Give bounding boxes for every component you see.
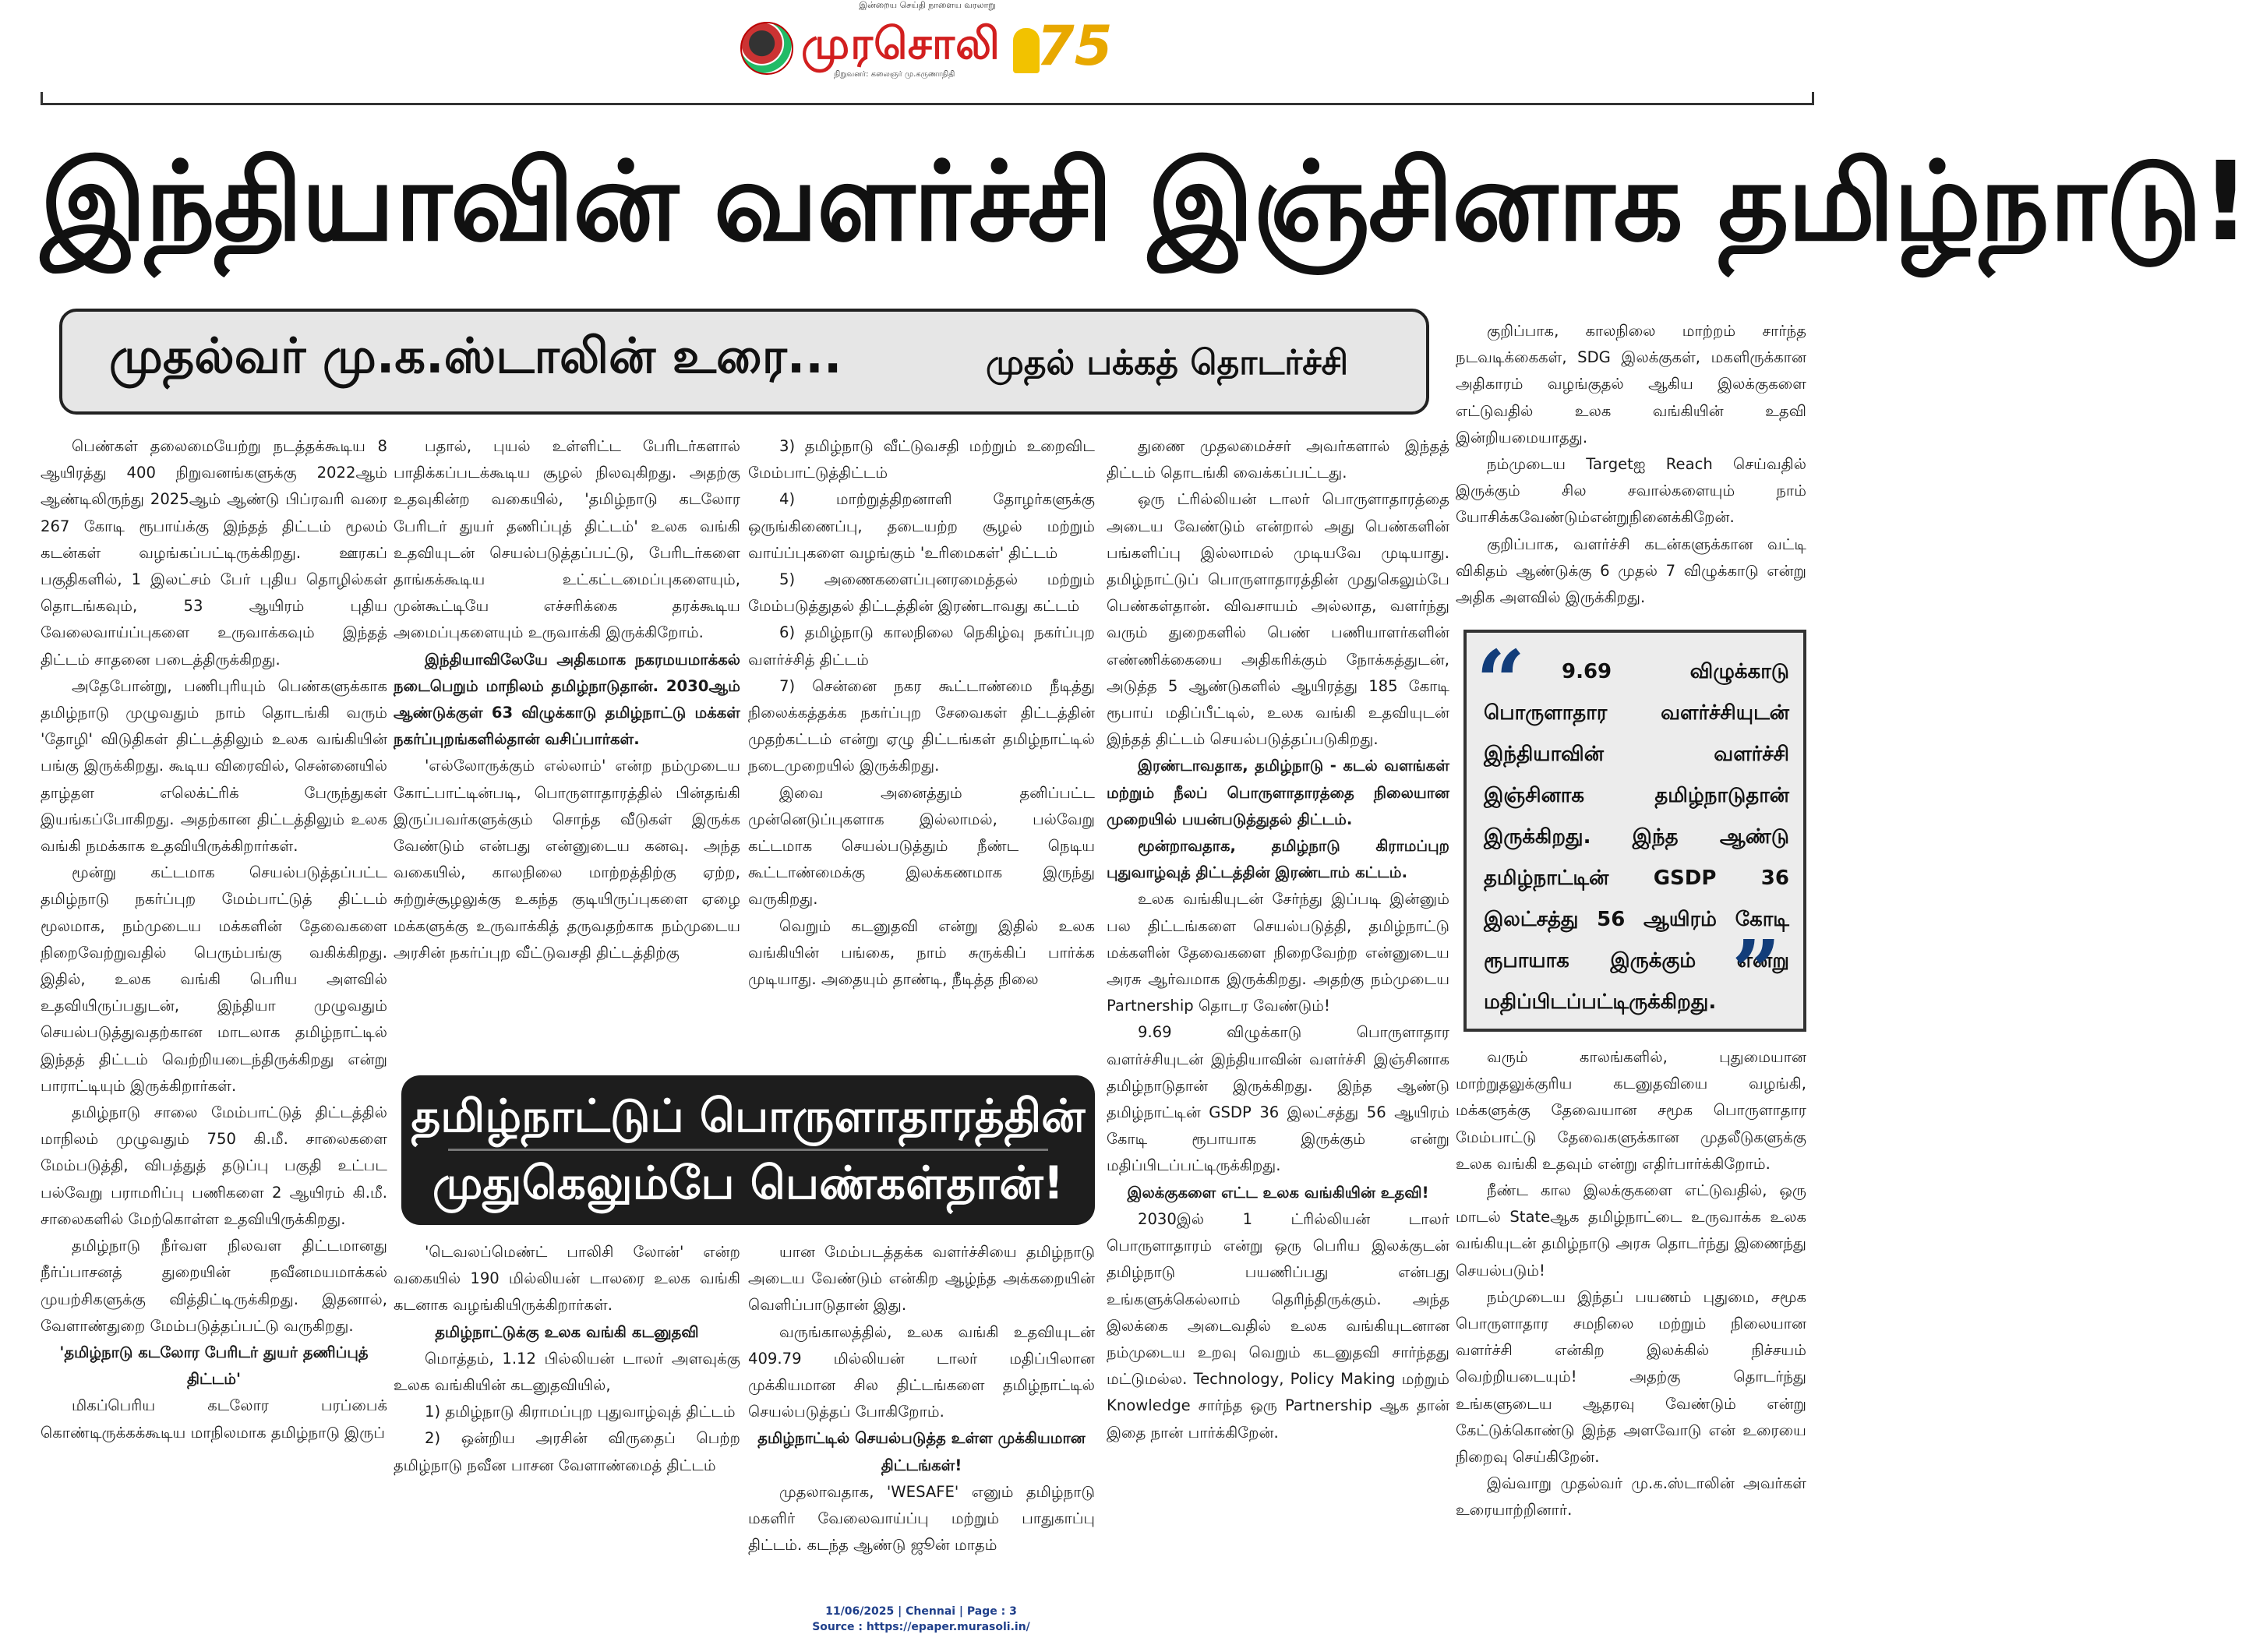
article-column-3-top	[748, 433, 1095, 1049]
pull-quote-text: 9.69 விழுக்காடு பொருளாதார வளர்ச்சியுடன் இந்தியாவின் வளர்ச்சி இஞ்சினாக தமிழ்நாடுதான் இருக்கிறது. இந்த ஆண்டு தமிழ்நாட்டின் GSDP 36 இலட்சத்து 56 ஆயிரம் கோடி ரூபாயாக இருக்கும் என்று மதிப்பிடப்பட்டிருக்கிறது.	[1484, 660, 1789, 1014]
paragraph: நம்முடைய Targetஐ Reach செய்வதில் இருக்கும் சில சவால்களையும் நாம் யோசிக்கவேண்டும்என்றுநினைக்கிறேன்.	[1456, 455, 1806, 527]
subheading-title: முதல்வர் மு.க.ஸ்டாலின் உரை...	[109, 327, 842, 384]
newspaper-subtitle: நிறுவனர்: கலைஞர் மு.கருணாநிதி	[834, 70, 955, 79]
paragraph: 'டெவலப்மெண்ட் பாலிசி லோன்' என்ற வகையில் 190 மில்லியன் டாலரை உலக வங்கி கடனாக வழங்கியிருக்கிறார்கள்.	[394, 1243, 740, 1315]
banner-line-2: முதுகெலும்பே பெண்கள்தான்!	[432, 1156, 1064, 1209]
paragraph: நீண்ட கால இலக்குகளை எட்டுவதில், ஒரு மாடல் Stateஆக தமிழ்நாட்டை உருவாக்க உலக வங்கியுடன் தமிழ்நாடு அரசு தொடர்ந்து இணைந்து செயல்படும்!	[1456, 1181, 1806, 1280]
banner-divider	[448, 1149, 1048, 1151]
continuation-label: முதல் பக்கத் தொடர்ச்சி	[986, 343, 1349, 383]
list-item: 2) ஒன்றிய அரசின் விருதைப் பெற்ற தமிழ்நாடு நவீன பாசன வேளாண்மைத் திட்டம்	[394, 1429, 740, 1474]
paragraph: பதால், புயல் உள்ளிட்ட பேரிடர்களால் பாதிக்கப்படக்கூடிய சூழல் நிலவுகிறது. அதற்கு உதவுகின்ற வகையில், 'தமிழ்நாடு கடலோர பேரிடர் துயர் தணிப்புத் திட்டம்' உலக வங்கி உதவியுடன் செயல்படுத்தப்பட்டு, பேரிடர்களை தாங்கக்கூடிய உட்கட்டமைப்புகளையும், முன்கூட்டியே எச்சரிக்கை தரக்கூடிய அமைப்புகளையும் உருவாக்கி இருக்கிறோம்.	[394, 437, 740, 642]
bold-paragraph: மூன்றாவதாக, தமிழ்நாடு கிராமப்புற புதுவாழ்வுத் திட்டத்தின் இரண்டாம் கட்டம்.	[1107, 837, 1449, 882]
emblem-logo	[740, 22, 793, 75]
subheading-box	[59, 309, 1429, 415]
article-column-2-top	[394, 433, 740, 1049]
paragraph: தமிழ்நாடு சாலை மேம்பாட்டுத் திட்டத்தில் மாநிலம் முழுவதும் 750 கி.மீ. சாலைகளை மேம்படுத்தி, விபத்துத் தடுப்பு பகுதி உட்பட பல்வேறு பராமரிப்பு பணிகளை 2 ஆயிரம் கி.மீ. சாலைகளில் மேற்கொள்ள உதவியிருக்கிறது.	[41, 1103, 387, 1228]
paragraph: அதேபோன்று, பணிபுரியும் பெண்களுக்காக தமிழ்நாடு முழுவதும் நாம் தொடங்கி வரும் 'தோழி' விடுதிகள் திட்டத்திலும் உலக வங்கியின் பங்கு இருக்கிறது. கூடிய விரைவில், சென்னையில் தாழ்தள எலெக்ட்ரிக் பேருந்துகள் இயங்கப்போகிறது. அதற்கான திட்டத்திலும் உலக வங்கி நமக்காக உதவியிருக்கிறார்கள்.	[41, 676, 387, 856]
anniversary-number: 75	[1036, 14, 1113, 78]
bold-paragraph: இந்தியாவிலேயே அதிகமாக நகரமயமாக்கல் நடைபெறும் மாநிலம் தமிழ்நாடுதான். 2030ஆம் ஆண்டுக்குள் 63 விழுக்காடு தமிழ்நாட்டு மக்கள் நகர்ப்புறங்களில்தான் வசிப்பார்கள்.	[394, 650, 740, 749]
bold-paragraph: இரண்டாவதாக, தமிழ்நாடு - கடல் வளங்கள் மற்றும் நீலப் பொருளாதாரத்தை நிலையான முறையில் பயன்படுத்துதல் திட்டம்.	[1107, 757, 1449, 828]
newspaper-name: முரசொலி	[801, 19, 1001, 69]
paragraph: வெறும் கடனுதவி என்று இதில் உலக வங்கியின் பங்கை, நாம் சுருக்கிப் பார்க்க முடியாது. அதையும் தாண்டி, நீடித்த நிலை	[748, 916, 1095, 989]
masthead	[740, 9, 1113, 79]
section-heading: இலக்குகளை எட்ட உலக வங்கியின் உதவி!	[1127, 1183, 1429, 1202]
masthead-tagline: இன்றைய செய்தி நாளைய வரலாறு	[859, 0, 996, 10]
footer-date-line: 11/06/2025 | Chennai | Page : 3	[825, 1605, 1017, 1618]
footer-source-link[interactable]: Source : https://epaper.murasoli.in/	[812, 1621, 1030, 1633]
highlight-banner	[401, 1075, 1095, 1225]
section-heading: தமிழ்நாட்டுக்கு உலக வங்கி கடனுதவி	[435, 1322, 699, 1341]
article-column-2-bottom	[394, 1239, 740, 1590]
paragraph: பெண்கள் தலைமையேற்று நடத்தக்கூடிய 8 ஆயிரத்து 400 நிறுவனங்களுக்கு 2022ஆம் ஆண்டிலிருந்து 2025ஆம் ஆண்டு பிப்ரவரி வரை 267 கோடி ரூபாய்க்கு இந்தத் திட்டம் மூலம் கடன்கள் வழங்கப்பட்டிருக்கிறது. ஊரகப் பகுதிகளில், 1 இலட்சம் பேர் புதிய தொழில்கள் தொடங்கவும், 53 ஆயிரம் புதிய வேலைவாய்ப்புகளை உருவாக்கவும் இந்தத் திட்டம் சாதனை படைத்திருக்கிறது.	[41, 437, 387, 669]
anniversary-logo	[1013, 14, 1113, 78]
list-item: 6) தமிழ்நாடு காலநிலை நெகிழ்வு நகர்ப்புற வளர்ச்சித் திட்டம்	[748, 623, 1095, 669]
pull-quote-box	[1463, 630, 1806, 1032]
paragraph: நம்முடைய இந்தப் பயணம் புதுமை, சமூக பொருளாதார சமநிலை மற்றும் நிலையான வளர்ச்சி என்கிற இலக்கில் நிச்சயம் வெற்றியடையும்! அதற்கு தொடர்ந்து உங்களுடைய ஆதரவு வேண்டும் என்று கேட்டுக்கொண்டு இந்த அளவோடு என் உரையை நிறைவு செய்கிறேன்.	[1456, 1287, 1806, 1467]
list-item: 4) மாற்றுத்திறனாளி தோழர்களுக்கு ஒருங்கிணைப்பு, தடையற்ற சூழல் மற்றும் வாய்ப்புகளை வழங்கும் 'உரிமைகள்' திட்டம்	[748, 490, 1095, 562]
list-item: 5) அணைகளைப்புனரமைத்தல் மற்றும் மேம்படுத்துதல் திட்டத்தின் இரண்டாவது கட்டம்	[748, 570, 1095, 616]
paragraph: முதலாவதாக, 'WESAFE' எனும் தமிழ்நாடு மகளிர் வேலைவாய்ப்பு மற்றும் பாதுகாப்பு திட்டம். கடந்த ஆண்டு ஜூன் மாதம்	[748, 1482, 1095, 1555]
article-column-1	[41, 433, 387, 1594]
paragraph: துணை முதலமைச்சர் அவர்களால் இந்தத் திட்டம் தொடங்கி வைக்கப்பட்டது.	[1107, 437, 1449, 482]
paragraph: 'எல்லோருக்கும் எல்லாம்' என்ற நம்முடைய கோட்பாட்டின்படி, பொருளாதாரத்தில் பின்தங்கி இருப்பவர்களுக்கும் சொந்த வீடுகள் இருக்க வேண்டும் என்பது என்னுடைய கனவு. அந்த வகையில், காலநிலை மாற்றத்திற்கு ஏற்ற, சுற்றுச்சூழலுக்கு உகந்த குடியிருப்புகளை ஏழை மக்களுக்கு உருவாக்கித் தருவதற்காக நம்முடைய அரசின் நகர்ப்புற வீட்டுவசதி திட்டத்திற்கு	[394, 757, 740, 962]
paragraph: மிகப்பெரிய கடலோர பரப்பைக் கொண்டிருக்கக்கூடிய மாநிலமாக தமிழ்நாடு இருப்	[41, 1396, 387, 1442]
paragraph: உலக வங்கியுடன் சேர்ந்து இப்படி இன்னும் பல திட்டங்களை செயல்படுத்தி, தமிழ்நாட்டு மக்களின் தேவைகளை நிறைவேற்ற என்னுடைய அரசு ஆர்வமாக இருக்கிறது. அதற்கு நம்முடைய Partnership தொடர வேண்டும்!	[1107, 890, 1449, 1015]
page-headline: இந்தியாவின் வளர்ச்சி இஞ்சினாக தமிழ்நாடு!	[41, 139, 2249, 266]
paragraph: வருங்காலத்தில், உலக வங்கி உதவியுடன் 409.79 மில்லியன் டாலர் மதிப்பிலான முக்கியமான சில திட்டங்களை தமிழ்நாட்டில் செயல்படுத்தப் போகிறோம்.	[748, 1322, 1095, 1421]
close-quote-icon: ”	[1732, 921, 1781, 1022]
banner-line-1: தமிழ்நாட்டுப் பொருளாதாரத்தின்	[411, 1089, 1086, 1142]
paragraph: குறிப்பாக, காலநிலை மாற்றம் சார்ந்த நடவடிக்கைகள், SDG இலக்குகள், மகளிருக்கான அதிகாரம் வழங்குதல் ஆகிய இலக்குகளை எட்டுவதில் உலக வங்கியின் உதவி இன்றியமையாதது.	[1456, 322, 1806, 447]
open-quote-icon: “	[1476, 631, 1526, 732]
leader-figure-icon	[1013, 28, 1040, 73]
section-heading: தமிழ்நாட்டில் செயல்படுத்த உள்ள முக்கியமான திட்டங்கள்!	[757, 1429, 1086, 1474]
paragraph: 9.69 விழுக்காடு பொருளாதார வளர்ச்சியுடன் இந்தியாவின் வளர்ச்சி இஞ்சினாக தமிழ்நாடுதான் இருக்கிறது. இந்த ஆண்டு தமிழ்நாட்டின் GSDP 36 இலட்சத்து 56 ஆயிரம் கோடி ரூபாயாக இருக்கும் என்று மதிப்பிடப்பட்டிருக்கிறது.	[1107, 1023, 1449, 1175]
paragraph: இவ்வாறு முதல்வர் மு.க.ஸ்டாலின் அவர்கள் உரையாற்றினார்.	[1456, 1474, 1806, 1520]
paragraph: மூன்று கட்டமாக செயல்படுத்தப்பட்ட தமிழ்நாடு நகர்ப்புற மேம்பாட்டுத் திட்டம் மூலமாக, நம்முடைய மக்களின் தேவைகளை நிறைவேற்றுவதில் பெரும்பங்கு வகிக்கிறது. இதில், உலக வங்கி பெரிய அளவில் உதவியிருப்பதுடன், இந்தியா முழுவதும் செயல்படுத்துவதற்கான மாடலாக தமிழ்நாட்டில் இந்தத் திட்டம் வெற்றியடைந்திருக்கிறது என்று பாராட்டியும் இருக்கிறார்கள்.	[41, 863, 387, 1095]
paragraph: யான மேம்படத்தக்க வளர்ச்சியை தமிழ்நாடு அடைய வேண்டும் என்கிற ஆழ்ந்த அக்கறையின் வெளிப்பாடுதான் இது.	[748, 1243, 1095, 1315]
top-rule	[41, 92, 1814, 105]
paragraph: இவை அனைத்தும் தனிப்பட்ட முன்னெடுப்புகளாக இல்லாமல், பல்வேறு கட்டமாக செயல்படுத்தும் நீண்ட நெடிய கூட்டாண்மைக்கு இலக்கணமாக இருந்து வருகிறது.	[748, 783, 1095, 909]
paragraph: குறிப்பாக, வளர்ச்சி கடன்களுக்கான வட்டி விகிதம் ஆண்டுக்கு 6 முதல் 7 விழுக்காடு என்று அதிக அளவில் இருக்கிறது.	[1456, 535, 1806, 607]
list-item: 7) சென்னை நகர கூட்டாண்மை நீடித்து நிலைக்கத்தக்க நகர்ப்புற சேவைகள் திட்டத்தின் முதற்கட்டம் என்று ஏழு திட்டங்கள் தமிழ்நாட்டில் நடைமுறையில் இருக்கிறது.	[748, 676, 1095, 775]
paragraph: 2030இல் 1 ட்ரில்லியன் டாலர் பொருளாதாரம் என்று ஒரு பெரிய இலக்குடன் தமிழ்நாடு பயணிப்பது என்பது உங்களுக்கெல்லாம் தெரிந்திருக்கும். அந்த இலக்கை அடைவதில் உலக வங்கியுடனான நம்முடைய உறவு வெறும் கடனுதவி சார்ந்தது மட்டுமல்ல. Technology, Policy Making மற்றும் Knowledge சார்ந்த ஒரு Partnership ஆக தான் இதை நான் பார்க்கிறேன்.	[1107, 1209, 1449, 1442]
list-item: 3) தமிழ்நாடு வீட்டுவசதி மற்றும் உறைவிட மேம்பாட்டுத்திட்டம்	[748, 437, 1095, 482]
paragraph: மொத்தம், 1.12 பில்லியன் டாலர் அளவுக்கு உலக வங்கியின் கடனுதவியில்,	[394, 1349, 740, 1395]
page-footer	[0, 1604, 1842, 1635]
article-column-5-top	[1456, 318, 1806, 622]
article-column-3-bottom	[748, 1239, 1095, 1590]
paragraph: வரும் காலங்களில், புதுமையான மாற்றுதலுக்குரிய கடனுதவியை வழங்கி, மக்களுக்கு தேவையான சமூக பொருளாதார மேம்பாட்டு தேவைகளுக்கான முதலீடுகளுக்கு உலக வங்கி உதவும் என்று எதிர்பார்க்கிறோம்.	[1456, 1048, 1806, 1173]
section-heading: 'தமிழ்நாடு கடலோர பேரிடர் துயர் தணிப்புத் திட்டம்'	[59, 1343, 369, 1389]
list-item: 1) தமிழ்நாடு கிராமப்புற புதுவாழ்வுத் திட்டம்	[425, 1403, 736, 1421]
paragraph: தமிழ்நாடு நீர்வள நிலவள திட்டமானது நீர்ப்பாசனத் துறையின் நவீனமயமாக்கல் முயற்சிகளுக்கு வித்திட்டிருக்கிறது. இதனால், வேளாண்துறை மேம்படுத்தப்பட்டு வருகிறது.	[41, 1237, 387, 1335]
article-column-4	[1107, 433, 1449, 1594]
paragraph: ஒரு ட்ரில்லியன் டாலர் பொருளாதாரத்தை அடைய வேண்டும் என்றால் அது பெண்களின் பங்களிப்பு இல்லாமல் முடியவே முடியாது. தமிழ்நாட்டுப் பொருளாதாரத்தின் முதுகெலும்பே பெண்கள்தான். விவசாயம் அல்லாத, வளர்ந்து வரும் துறைகளில் பெண் பணியாளர்களின் எண்ணிக்கையை அதிகரிக்கும் நோக்கத்துடன், அடுத்த 5 ஆண்டுகளில் ஆயிரத்து 185 கோடி ரூபாய் மதிப்பீட்டில், உலக வங்கி உதவியுடன் இந்தத் திட்டம் செயல்படுத்தப்படுகிறது.	[1107, 490, 1449, 749]
article-column-5-bottom	[1456, 1044, 1806, 1590]
